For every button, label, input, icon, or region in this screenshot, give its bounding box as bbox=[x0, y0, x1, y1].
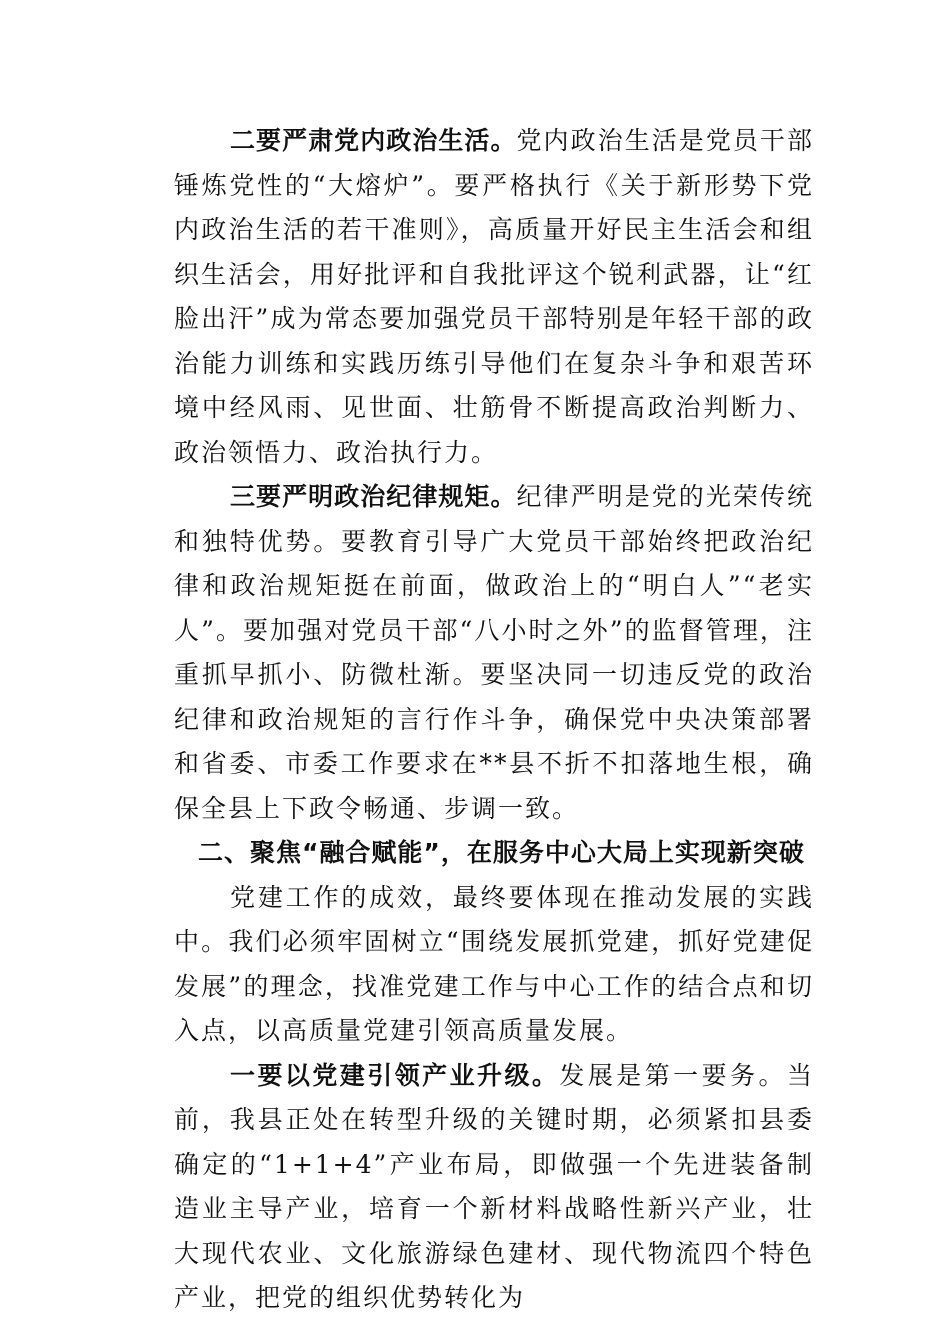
paragraph-industry-upgrade bbox=[174, 1054, 814, 1321]
paragraph-text: 发展是第一要务。当前，我县正处在转型升级的关键时期，必须紧扣县委确定的“1+1+4”产业布局，即做强一个先进装备制造业主导产业，培育一个新材料战略性新兴产业，壮大现代农业、文化旅游绿色建材、现代物流四个特色产业，把党的组织优势转化为 bbox=[174, 1060, 814, 1312]
section-heading bbox=[174, 831, 814, 876]
section-heading-text: 二、聚焦“融合赋能”，在服务中心大局上实现新突破 bbox=[198, 838, 805, 867]
paragraph-lead: 一要以党建引领产业升级。 bbox=[230, 1060, 560, 1090]
paragraph-intro: 党建工作的成效，最终要体现在推动发展的实践中。我们必须牢固树立“围绕发展抓党建，抓好党建促发展”的理念，找准党建工作与中心工作的结合点和切入点，以高质量党建引领高质量发展。 bbox=[174, 882, 814, 1045]
paragraph-lead: 三要严明政治纪律规矩。 bbox=[230, 482, 517, 511]
paragraph-text: 党内政治生活是党员干部锤炼党性的“大熔炉”。要严格执行《关于新形势下党内政治生活的若干准则》，高质量开好民主生活会和组织生活会，用好批评和自我批评这个锐利武器，让“红脸出汗”成为常态要加强党员干部特别是年轻干部的政治能力训练和实践历练引导他们在复杂斗争和艰苦环境中经风雨、见世面、壮筋骨不断提高政治判断力、政治领悟力、政治执行力。 bbox=[174, 126, 814, 467]
paragraph-political-life bbox=[174, 119, 814, 475]
paragraph-political-discipline bbox=[174, 475, 814, 831]
document-body bbox=[174, 119, 814, 1321]
paragraph-text: 纪律严明是党的光荣传统和独特优势。要教育引导广大党员干部始终把政治纪律和政治规矩挺在前面，做政治上的“明白人”“老实人”。要加强对党员干部“八小时之外”的监督管理，注重抓早抓小、防微杜渐。要坚决同一切违反党的政治纪律和政治规矩的言行作斗争，确保党中央决策部署和省委、市委工作要求在**县不折不扣落地生根，确保全县上下政令畅通、步调一致。 bbox=[174, 482, 814, 823]
paragraph-lead: 二要严肃党内政治生活。 bbox=[230, 126, 517, 155]
